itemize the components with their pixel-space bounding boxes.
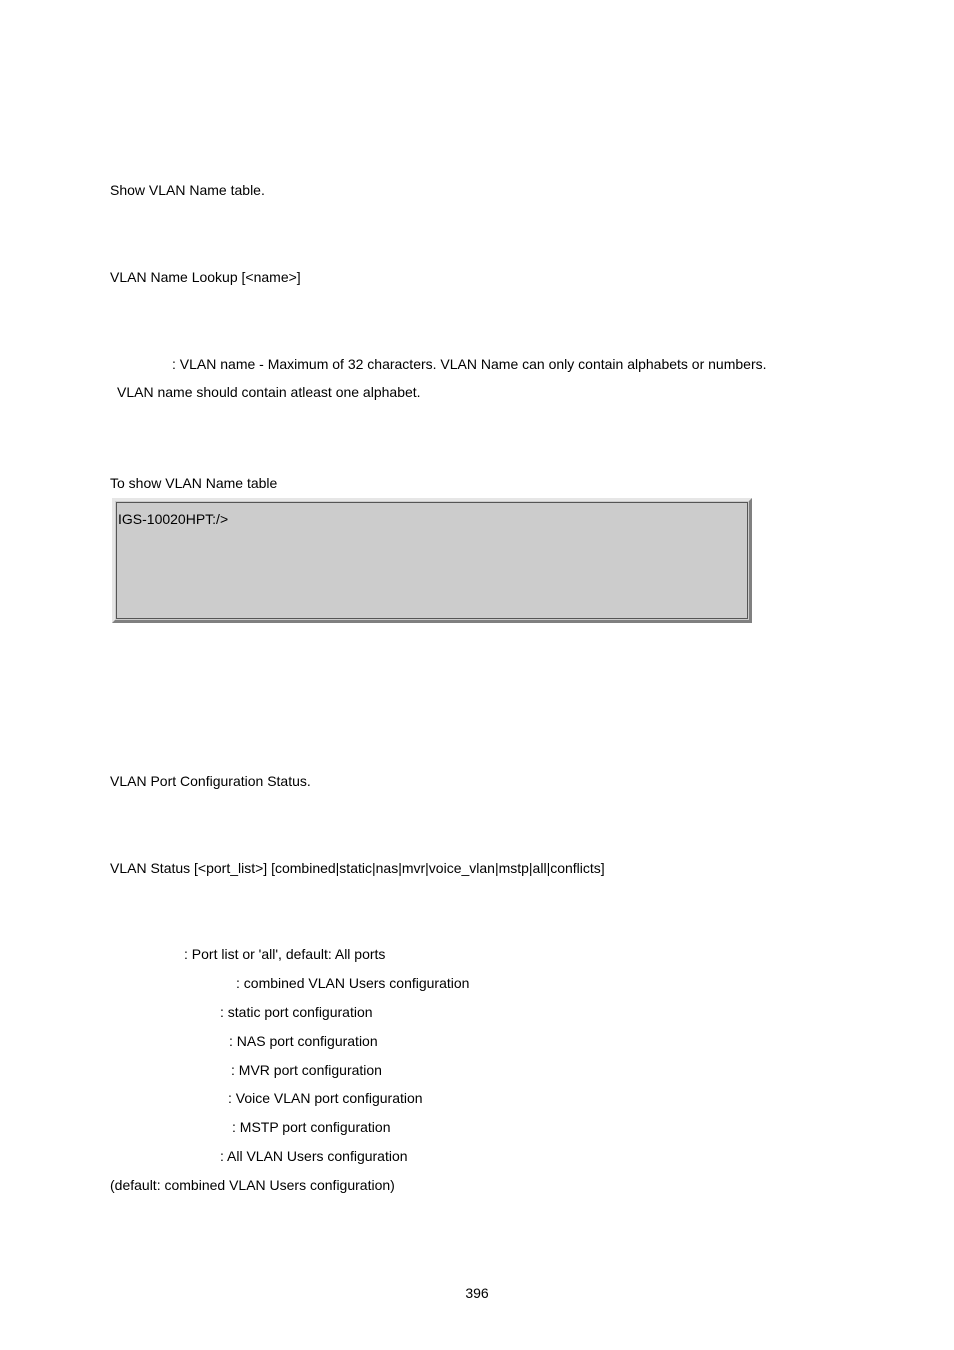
parameter-combined: : combined VLAN Users configuration xyxy=(236,975,470,991)
parameter-voice-vlan: : Voice VLAN port configuration xyxy=(228,1090,423,1106)
parameter-all: : All VLAN Users configuration xyxy=(220,1148,408,1164)
syntax-text: VLAN Name Lookup [<name>] xyxy=(110,269,301,285)
console-box xyxy=(112,498,752,623)
description-text: VLAN Port Configuration Status. xyxy=(110,773,311,789)
description-text: Show VLAN Name table. xyxy=(110,182,265,198)
syntax-text: VLAN Status [<port_list>] [combined|static|nas|mvr|voice_vlan|mstp|all|conflicts] xyxy=(110,860,605,876)
parameter-description-continued: VLAN name should contain atleast one alphabet. xyxy=(117,384,421,400)
parameter-nas: : NAS port configuration xyxy=(229,1033,378,1049)
default-note: (default: combined VLAN Users configuration) xyxy=(110,1177,395,1193)
page-number: 396 xyxy=(465,1285,489,1301)
parameter-port-list: : Port list or 'all', default: All ports xyxy=(184,946,386,962)
parameter-mstp: : MSTP port configuration xyxy=(232,1119,391,1135)
console-prompt: IGS-10020HPT:/> xyxy=(118,511,229,527)
parameter-description: : VLAN name - Maximum of 32 characters. VLAN Name can only contain alphabets or numbers. xyxy=(172,356,767,372)
parameter-mvr: : MVR port configuration xyxy=(231,1062,382,1078)
example-caption: To show VLAN Name table xyxy=(110,475,278,491)
parameter-static: : static port configuration xyxy=(220,1004,373,1020)
